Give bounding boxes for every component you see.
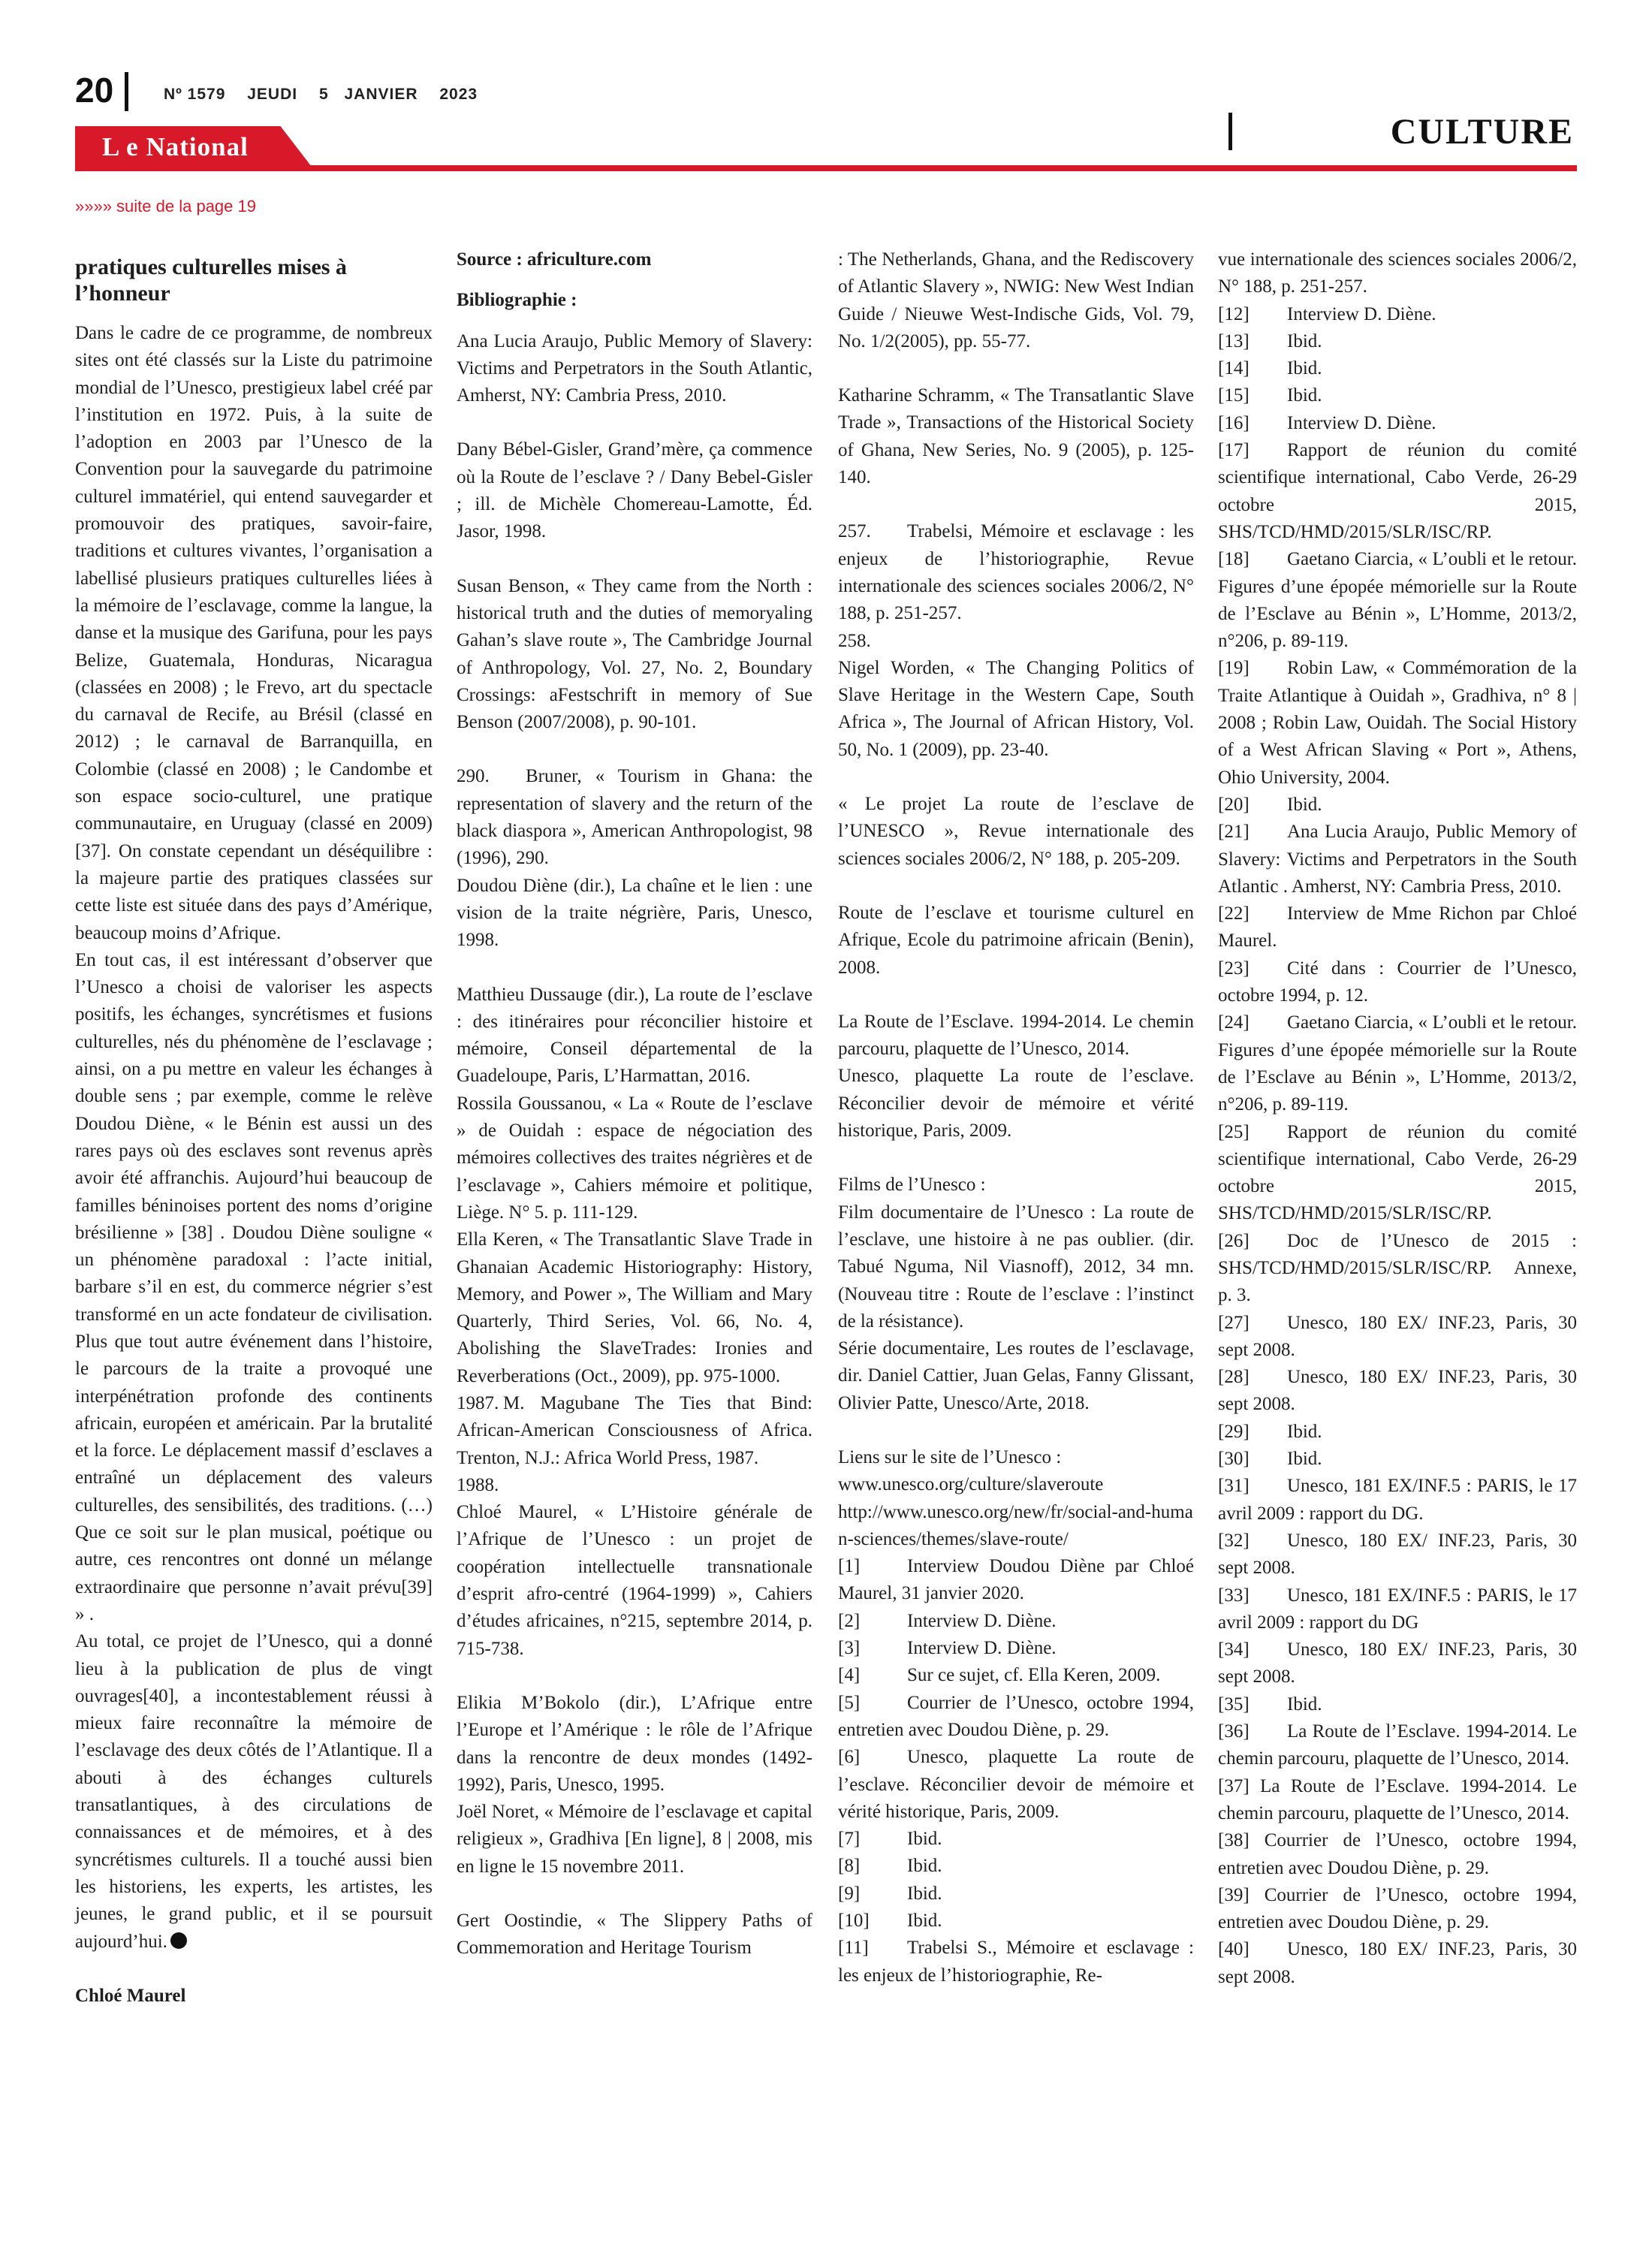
footnote-text: Rapport de réunion du comité scientifique international, Cabo Verde, 26-29 octobre 2015, SHS/TCD/HMD/2015/SLR/ISC/RP. xyxy=(1218,1121,1577,1224)
footnote-number: [27] xyxy=(1218,1312,1250,1333)
footnote-text: Ibid. xyxy=(1287,385,1322,406)
footnote-text: Interview D. Diène. xyxy=(1287,303,1436,324)
article-author: Chloé Maurel xyxy=(75,1985,186,2006)
entry-number: 290. xyxy=(457,766,490,787)
issue-number: Nº 1579 xyxy=(164,86,226,103)
footnote-number: [13] xyxy=(1218,330,1250,351)
footnote-number: [11] xyxy=(838,1938,869,1959)
footnote-text: Ana Lucia Araujo, Public Memory of Slavery: Victims and Perpetrators in the South Atlantic . Amherst, NY: Cambria Press, 2010. xyxy=(1218,822,1577,897)
source-line: Source : africulture.com xyxy=(457,249,652,270)
footnotes-tail xyxy=(1218,1773,1577,1937)
footnote xyxy=(1218,1936,1577,1991)
footnote-number: [32] xyxy=(1218,1530,1250,1551)
footnote xyxy=(1218,1310,1577,1365)
entry-number: 257. xyxy=(838,521,871,542)
footnote-text: Ibid. xyxy=(907,1911,942,1932)
footnote xyxy=(1218,1636,1577,1691)
footnote xyxy=(1218,1691,1577,1718)
footnote xyxy=(838,1744,1194,1826)
issue-month: JANVIER xyxy=(344,86,418,103)
bibliography-title: Bibliographie : xyxy=(457,290,577,311)
bibliography-entry: Ella Keren, « The Transatlantic Slave Trade in Ghanaian Academic Historiography: History, Memory, and Power », The William and Mary Quarterly, Third Series, Vol. 66, No. 4, Abolishing the SlaveTrades: Ironies and Reverberations (Oct., 2009), pp. 975-1000. xyxy=(457,1229,812,1386)
footnote-text: Unesco, 181 EX/INF.5 : PARIS, le 17 avril 2009 : rapport du DG xyxy=(1218,1585,1577,1633)
footnote-number: [10] xyxy=(838,1911,870,1932)
bibliography-entry: Gert Oostindie, « The Slippery Paths of Commemoration and Heritage Tourism xyxy=(457,1911,812,1959)
entry-number: 1988. xyxy=(457,1474,499,1495)
bibliography-entry: Nigel Worden, « The Changing Politics of Slave Heritage in the Western Cape, South Africa », The Journal of African History, Vol. 50, No. 1 (2009), pp. 23-40. xyxy=(838,657,1194,760)
footnote xyxy=(838,1662,1194,1689)
footnote xyxy=(838,1908,1194,1935)
footnote-text: Ibid. xyxy=(1287,330,1322,351)
footnote-number: [4] xyxy=(838,1665,861,1686)
footnote-number: [9] xyxy=(838,1883,861,1904)
footnote-text: Ibid. xyxy=(1287,794,1322,815)
footnote xyxy=(838,1881,1194,1908)
bibliography-entry: Katharine Schramm, « The Transatlantic Slave Trade », Transactions of the Historical Society of Ghana, New Series, No. 9 (2005), p. 125-140. xyxy=(838,385,1194,488)
footnote-text: Cité dans : Courrier de l’Unesco, octobre 1994, p. 12. xyxy=(1218,958,1577,1006)
films-title: Films de l’Unesco : xyxy=(838,1175,986,1196)
bibliography-entry: Doudou Diène (dir.), La chaîne et le lien : une vision de la traite négrière, Paris, Unesco, 1998. xyxy=(457,875,812,951)
issue-year: 2023 xyxy=(439,86,478,103)
footnote-text: Ibid. xyxy=(1287,358,1322,379)
footnote-text: Gaetano Ciarcia, « L’oubli et le retour. Figures d’une épopée mémorielle sur la Route de l’Esclave au Bénin », L’Homme, 2013/2, n°206, p. 89-119. xyxy=(1218,1012,1577,1115)
bibliography-entry xyxy=(457,1390,812,1472)
footnote-number: [40] xyxy=(1218,1939,1250,1960)
header-divider xyxy=(125,72,128,111)
entry-number: 258. xyxy=(838,630,871,651)
footnote: [38] Courrier de l’Unesco, octobre 1994, entretien avec Doudou Diène, p. 29. xyxy=(1218,1830,1577,1878)
footnote-number: [34] xyxy=(1218,1639,1250,1660)
footnote-number: [12] xyxy=(1218,303,1250,324)
footnote-text: Unesco, plaquette La route de l’esclave. Réconcilier devoir de mémoire et vérité historique, Paris, 2009. xyxy=(838,1747,1194,1822)
footnote xyxy=(1218,355,1577,382)
article-paragraph: Dans le cadre de ce programme, de nombreux sites ont été classés sur la Liste du patrimoine mondial de l’Unesco, prestigieux label créé par l’institution en 1972. Puis, à la suite de l’adoption en 2003 par l’Unesco de la Convention pour la sauvegarde du patrimoine culturel immatériel, qui entend sauvegarder et promouvoir des pratiques, savoir-faire, traditions et cultures vivantes, l’organisation a labellisé plusieurs pratiques culturelles liées à la mémoire de l’esclavage, comme la langue, la danse et la musique des Garifuna, pour les pays Belize, Guatemala, Honduras, Nicaragua (classées en 2008) ; le Frevo, art du spectacle du carnaval de Recife, au Brésil (classé en 2012) ; le carnaval de Barranquilla, en Colombie (classé en 2008) ; le Candombe et son espace socio-culturel, une pratique communautaire, en Uruguay (classé en 2009)[37]. On constate cependant un déséquilibre : la majeure partie des pratiques classées sur cette liste est située dans des pays d’Amérique, beaucoup moins d’Afrique. xyxy=(75,323,433,943)
footnote-text: Rapport de réunion du comité scientifique international, Cabo Verde, 26-29 octobre 2015, SHS/TCD/HMD/2015/SLR/ISC/RP. xyxy=(1218,440,1577,542)
film-entry: Série documentaire, Les routes de l’esclavage, dir. Daniel Cattier, Juan Gelas, Fanny Glissant, Olivier Patte, Unesco/Arte, 2018. xyxy=(838,1338,1194,1413)
footnote-text: Ibid. xyxy=(1287,1694,1322,1715)
footnote-text: Robin Law, « Commémoration de la Traite Atlantique à Ouidah », Gradhiva, n° 8 | 2008 ; Robin Law, Ouidah. The Social History of a West African Slaving « Port », Athens, Ohio University, 2004. xyxy=(1218,658,1577,788)
footnote-number: [36] xyxy=(1218,1721,1250,1742)
footnote-number: [26] xyxy=(1218,1230,1250,1251)
footnote-text: La Route de l’Esclave. 1994-2014. Le chemin parcouru, plaquette de l’Unesco, 2014. xyxy=(1218,1721,1577,1769)
footnote-text: Unesco, 180 EX/ INF.23, Paris, 30 sept 2008. xyxy=(1218,1939,1577,1987)
footnote xyxy=(838,1635,1194,1662)
film-entry: Film documentaire de l’Unesco : La route de l’esclave, une histoire à ne pas oublier. (dir. Tabué Nguma, Nil Viasnoff), 2012, 34 mn. (Nouveau titre : Route de l’esclave : l’instinct de la résistance). xyxy=(838,1202,1194,1332)
footnote xyxy=(1218,328,1577,355)
entry-text: Bruner, « Tourism in Ghana: the representation of slavery and the return of the black diaspora », American Anthropologist, 98 (1996), 290. xyxy=(457,766,812,869)
footnote xyxy=(838,1853,1194,1880)
issue-info xyxy=(164,86,494,104)
bibliography-entry: Elikia M’Bokolo (dir.), L’Afrique entre l’Europe et l’Amérique : le rôle de l’Afrique dans la rencontre de deux mondes (1492-1992), Paris, Unesco, 1995. xyxy=(457,1692,812,1795)
section-title: CULTURE xyxy=(1390,112,1574,152)
footnote xyxy=(1218,1009,1577,1118)
footnote-number: [30] xyxy=(1218,1449,1250,1470)
footnote-text: Unesco, 181 EX/INF.5 : PARIS, le 17 avril 2009 : rapport du DG. xyxy=(1218,1476,1577,1524)
bibliography-entry: Matthieu Dussauge (dir.), La route de l’esclave : des itinéraires pour réconcilier histoire et mémoire, Conseil départemental de la Guadeloupe, Paris, L’Harmattan, 2016. xyxy=(457,984,812,1087)
footnote: [39] Courrier de l’Unesco, octobre 1994, entretien avec Doudou Diène, p. 29. xyxy=(1218,1884,1577,1933)
footnote xyxy=(1218,1473,1577,1528)
footnote-number: [15] xyxy=(1218,385,1250,406)
footnote-text: Interview D. Diène. xyxy=(907,1610,1057,1631)
footnotes-column xyxy=(1218,246,1577,1991)
footnote xyxy=(1218,437,1577,546)
bibliography-entry: La Route de l’Esclave. 1994-2014. Le chemin parcouru, plaquette de l’Unesco, 2014. xyxy=(838,1011,1194,1060)
bibliography-entry: « Le projet La route de l’esclave de l’UNESCO », Revue internationale des sciences sociales 2006/2, N° 188, p. 205-209. xyxy=(838,794,1194,869)
footnote xyxy=(838,1935,1194,1989)
footnote-number: [31] xyxy=(1218,1476,1250,1497)
article-paragraph-text: Au total, ce projet de l’Unesco, qui a donné lieu à la publication de plus de vingt ouvrages[40], a incontestablement réussi à mieux faire reconnaître la mémoire de l’esclavage des deux côtés de l’Atlantique. Il a abouti à des échanges culturels transatlantiques, à des circulations de connaissances et de mémoires, et à des syncrétismes culturels. Il a touché aussi bien les historiens, les experts, les artistes, les jeunes, le grand public, et il se poursuit aujourd’hui. xyxy=(75,1631,433,1952)
footnote: [37] La Route de l’Esclave. 1994-2014. Le chemin parcouru, plaquette de l’Unesco, 2014. xyxy=(1218,1775,1577,1823)
footnote-number: [20] xyxy=(1218,794,1250,815)
footnote-number: [29] xyxy=(1218,1421,1250,1442)
footnote-number: [35] xyxy=(1218,1694,1250,1715)
footnote-number: [28] xyxy=(1218,1367,1250,1388)
bibliography-entry: Joël Noret, « Mémoire de l’esclavage et capital religieux », Gradhiva [En ligne], 8 | 2008, mis en ligne le 15 novembre 2011. xyxy=(457,1802,812,1877)
footnote xyxy=(1218,1228,1577,1310)
footnote xyxy=(1218,546,1577,655)
footnote-text: Ibid. xyxy=(907,1856,942,1877)
footnote xyxy=(1218,1364,1577,1419)
page-number: 20 xyxy=(75,71,114,110)
footnote xyxy=(1218,1582,1577,1637)
newspaper-logo: L e National xyxy=(102,132,249,161)
footnote-text: Unesco, 180 EX/ INF.23, Paris, 30 sept 2008. xyxy=(1218,1367,1577,1415)
footnote-number: [8] xyxy=(838,1856,861,1877)
unesco-link[interactable]: http://www.unesco.org/new/fr/social-and-human-sciences/themes/slave-route/ xyxy=(838,1501,1193,1549)
footnote xyxy=(1218,301,1577,328)
footnote xyxy=(1218,900,1577,955)
bibliography-entry: Dany Bébel-Gisler, Grand’mère, ça commence où la Route de l’esclave ? / Dany Bebel-Gisler ; ill. de Michèle Chomereau-Lamotte, Éd. Jasor, 1998. xyxy=(457,439,812,542)
footnote-text: Unesco, 180 EX/ INF.23, Paris, 30 sept 2008. xyxy=(1218,1639,1577,1687)
footnote xyxy=(1218,655,1577,791)
bibliography-column-1 xyxy=(457,246,812,1962)
footnote-number: [21] xyxy=(1218,822,1250,843)
footnote-number: [16] xyxy=(1218,412,1250,433)
footnote-text: Doc de l’Unesco de 2015 : SHS/TCD/HMD/2015/SLR/ISC/RP. Annexe, p. 3. xyxy=(1218,1230,1577,1306)
section-divider xyxy=(1228,113,1232,150)
footnote xyxy=(1218,1446,1577,1473)
footnote-number: [24] xyxy=(1218,1012,1250,1033)
footnotes-list xyxy=(1218,301,1577,1773)
footnote-text: Interview D. Diène. xyxy=(907,1638,1057,1659)
footnote xyxy=(1218,410,1577,437)
bibliography-entry: Route de l’esclave et tourisme culturel en Afrique, Ecole du patrimoine africain (Benin), 2008. xyxy=(838,902,1194,978)
footnote-number: [25] xyxy=(1218,1121,1250,1142)
article-paragraph: En tout cas, il est intéressant d’observer que l’Unesco a choisi de valoriser les aspects positifs, les échanges, syncrétismes et fusions culturelles, nés du phénomène de l’esclavage ; ainsi, on a pu mettre en valeur les échanges à double sens ; par exemple, comme le relève Doudou Diène, « le Bénin est aussi un des rares pays où des esclaves sont revenus après avoir été affranchis. Aujourd’hui beaucoup de familles béninoises portent des noms d’origine brésilienne » [38] . Doudou Diène souligne « un phénomène paradoxal : l’acte initial, barbare s’il en est, du commerce négrier s’est transformé en un acte fondateur de civilisation. Plus que tout autre événement dans l’histoire, le parcours de la traite a provoqué une interpénétration profonde des continents africain, européen et américain. Par la brutalité et la force. Le déplacement massif d’esclaves a entraîné un déplacement des valeurs culturelles, des sensibilités, des traditions. (…) Que ce soit sur le plan musical, poétique ou autre, ces rencontres ont donné un mélange extraordinaire que personne n’avait prévu[39] » . xyxy=(75,949,433,1624)
footnote-number: [2] xyxy=(838,1610,861,1631)
footnote xyxy=(1218,1528,1577,1582)
footnote-text: Interview de Mme Richon par Chloé Maurel. xyxy=(1218,903,1577,952)
continued-from: »»»» suite de la page 19 xyxy=(75,197,256,216)
footnote-number: [7] xyxy=(838,1829,861,1850)
links-title: Liens sur le site de l’Unesco : xyxy=(838,1446,1062,1467)
footnote-number: [5] xyxy=(838,1692,861,1713)
footnote-text: Ibid. xyxy=(907,1883,942,1904)
bibliography-entry xyxy=(838,518,1194,627)
footnote-number: [3] xyxy=(838,1638,861,1659)
footnote xyxy=(1218,955,1577,1010)
footnote-number: [22] xyxy=(1218,903,1250,924)
footnote-text: Unesco, 180 EX/ INF.23, Paris, 30 sept 2008. xyxy=(1218,1312,1577,1360)
article-subhead: pratiques culturelles mises à l’honneur xyxy=(75,255,347,306)
bibliography-entry: Unesco, plaquette La route de l’esclave. Réconcilier devoir de mémoire et vérité historique, Paris, 2009. xyxy=(838,1066,1194,1142)
footnote-text: Gaetano Ciarcia, « L’oubli et le retour. Figures d’une épopée mémorielle sur la Route de l’Esclave au Bénin », L’Homme, 2013/2, n°206, p. 89-119. xyxy=(1218,549,1577,652)
footnote xyxy=(1218,792,1577,819)
article-column-1 xyxy=(75,246,433,2010)
bibliography-entry: Susan Benson, « They came from the North : historical truth and the duties of memoryaling Gahan’s slave route », The Cambridge Journal of Anthropology, Vol. 27, No. 2, Boundary Crossings: aFestschrift in memory of Sue Benson (2007/2008), p. 90-101. xyxy=(457,575,812,733)
end-mark-icon xyxy=(170,1932,187,1949)
unesco-link[interactable]: www.unesco.org/culture/slaveroute xyxy=(838,1474,1104,1495)
footnote-number: [33] xyxy=(1218,1585,1250,1606)
footnote-text: Interview Doudou Diène par Chloé Maurel, 31 janvier 2020. xyxy=(838,1556,1194,1604)
issue-date: 5 xyxy=(318,86,329,103)
bibliography-entry: Chloé Maurel, « L’Histoire générale de l’Afrique de l’Unesco : un projet de coopération intellectuelle transnationale d’esprit afro-centré (1964-1999) », Cahiers d’études africaines, n°215, septembre 2014, p. 715-738. xyxy=(457,1502,812,1659)
article-paragraph xyxy=(75,1628,433,1956)
footnote xyxy=(838,1690,1194,1745)
issue-day: JEUDI xyxy=(247,86,298,103)
footnote-number: [6] xyxy=(838,1747,861,1768)
footnote-text: Courrier de l’Unesco, octobre 1994, entretien avec Doudou Diène, p. 29. xyxy=(838,1692,1194,1740)
entry-text: M. Magubane The Ties that Bind: African-American Consciousness of Africa. Trenton, N.J.: Africa World Press, 1987. xyxy=(457,1392,812,1468)
footnote xyxy=(838,1826,1194,1853)
footnote-number: [1] xyxy=(838,1556,861,1577)
footnote xyxy=(838,1608,1194,1635)
footnote-text: Ibid. xyxy=(907,1829,942,1850)
footnote-number: [23] xyxy=(1218,958,1250,979)
footnote xyxy=(838,1553,1194,1608)
bibliography-entry: Rossila Goussanou, « La « Route de l’esclave » de Ouidah : espace de négociation des mémoires collectives des traites négrières et de l’esclavage », Cahiers mémoire et politique, Liège. N° 5. p. 111-129. xyxy=(457,1093,812,1223)
footnote-text: Trabelsi S., Mémoire et esclavage : les enjeux de l’historiographie, Re- xyxy=(838,1938,1194,1986)
footnotes-last xyxy=(1218,1936,1577,1991)
footnotes-list xyxy=(838,1553,1194,1989)
footnote xyxy=(1218,1419,1577,1446)
footnote-number: [17] xyxy=(1218,440,1250,461)
entry-number: 1987. xyxy=(457,1392,499,1413)
footnote-continued: vue internationale des sciences sociales 2006/2, N° 188, p. 251-257. xyxy=(1218,249,1577,297)
footnote xyxy=(1218,382,1577,409)
bibliography-column-2 xyxy=(838,246,1194,1989)
footnote xyxy=(1218,819,1577,900)
footnote xyxy=(1218,1718,1577,1773)
footnote-text: Sur ce sujet, cf. Ella Keren, 2009. xyxy=(907,1665,1161,1686)
footnote-number: [14] xyxy=(1218,358,1250,379)
footnote-text: Ibid. xyxy=(1287,1421,1322,1442)
bibliography-entry xyxy=(457,763,812,872)
bibliography-entry: Ana Lucia Araujo, Public Memory of Slavery: Victims and Perpetrators in the South Atlantic, Amherst, NY: Cambria Press, 2010. xyxy=(457,330,812,406)
footnote-number: [19] xyxy=(1218,658,1250,679)
footnote-number: [18] xyxy=(1218,549,1250,570)
footnote xyxy=(1218,1119,1577,1228)
footnote-text: Ibid. xyxy=(1287,1449,1322,1470)
footnote-text: Interview D. Diène. xyxy=(1287,412,1436,433)
bibliography-entry: : The Netherlands, Ghana, and the Rediscovery of Atlantic Slavery », NWIG: New West Indian Guide / Nieuwe West-Indische Gids, Vol. 79, No. 1/2(2005), pp. 55-77. xyxy=(838,249,1194,351)
entry-text: Trabelsi, Mémoire et esclavage : les enjeux de l’historiographie, Revue internationale des sciences sociales 2006/2, N° 188, p. 251-257. xyxy=(838,521,1194,624)
footnote-text: Unesco, 180 EX/ INF.23, Paris, 30 sept 2008. xyxy=(1218,1530,1577,1579)
